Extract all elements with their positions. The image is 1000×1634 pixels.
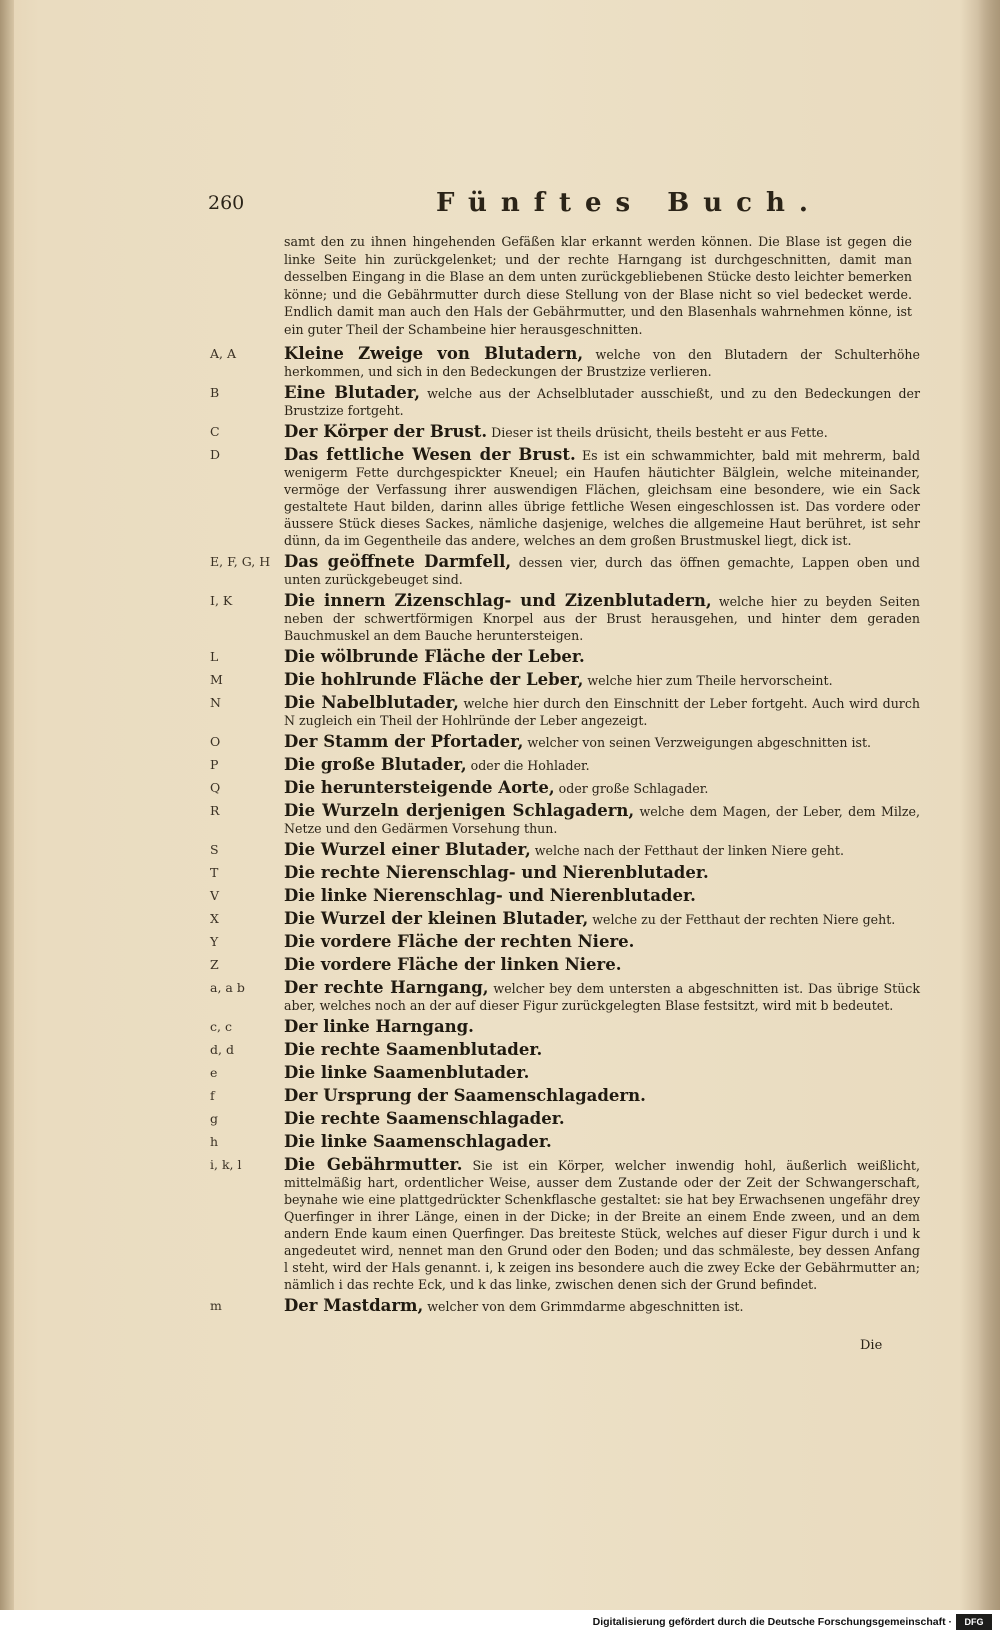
entry-marker: R — [210, 803, 220, 818]
legend-entry — [210, 1041, 920, 1059]
entry-marker: d, d — [210, 1042, 234, 1057]
entry-body — [284, 1110, 920, 1128]
entry-text: welche aus der Achselblutader ausschießt, und zu den Bedeckungen der Brustzize fortgeht. — [284, 386, 920, 418]
entry-term: Der rechte Harngang, — [284, 978, 489, 997]
entry-term: Kleine Zweige von Blutadern, — [284, 344, 584, 363]
entry-term: Die Gebährmutter. — [284, 1155, 463, 1174]
legend-entry — [210, 933, 920, 951]
entry-body — [284, 1064, 920, 1082]
entry-marker: S — [210, 842, 219, 857]
entry-body — [284, 841, 920, 859]
entry-body — [284, 779, 920, 797]
legend-entry — [210, 694, 920, 729]
legend-entries — [210, 345, 920, 1320]
entry-marker: N — [210, 695, 221, 710]
entry-body — [284, 648, 920, 666]
legend-entry — [210, 592, 920, 644]
entry-marker: C — [210, 424, 220, 439]
entry-marker: Z — [210, 957, 219, 972]
entry-marker: c, c — [210, 1019, 232, 1034]
entry-marker: i, k, l — [210, 1157, 242, 1172]
entry-text: welche dem Magen, der Leber, dem Milze, Netze und den Gedärmen Vorsehung thun. — [284, 804, 920, 836]
entry-marker: M — [210, 672, 223, 687]
entry-body — [284, 864, 920, 882]
entry-text: welche hier durch den Einschnitt der Leber fortgeht. Auch wird durch N zugleich ein Theil der Hohlründe der Leber angezeigt. — [284, 696, 920, 728]
entry-marker: g — [210, 1111, 219, 1126]
entry-text: welche hier zum Theile hervorscheint. — [583, 673, 833, 688]
legend-entry — [210, 1156, 920, 1293]
entry-text: Es ist ein schwammichter, bald mit mehrerm, bald wenigerm Fette durchgespickter Kneuel; ein Haufen häutichter Bälglein, welche miteinander, vermöge der Verfassung ihrer auswendigen Flächen, gleichsam eine besondere, wie ein Sack gestaltete Haut bilden, darinn alles übrige fettliche Wesen eingeschlossen ist. Das vordere oder äussere Stück dieses Sackes, nämliche dasjenige, welches die allgemeine Haut berühret, ist sehr dünn, da im Gegentheile das andere, welches an dem großen Brustmuskel liegt, dick ist. — [284, 448, 921, 548]
legend-entry — [210, 345, 920, 380]
entry-text: welcher von seinen Verzweigungen abgeschnitten ist. — [523, 735, 872, 750]
legend-entry — [210, 756, 920, 774]
entry-marker: Y — [210, 934, 219, 949]
entry-term: Das geöffnete Darmfell, — [284, 552, 512, 571]
entry-term: Die vordere Fläche der rechten Niere. — [284, 932, 635, 951]
entry-body — [284, 733, 920, 751]
entry-marker: O — [210, 734, 221, 749]
page-number: 260 — [208, 192, 245, 214]
entry-marker: I, K — [210, 593, 233, 608]
entry-body — [284, 671, 920, 689]
entry-marker: T — [210, 865, 219, 880]
entry-text: oder große Schlagader. — [554, 781, 709, 796]
footer-bar — [0, 1610, 1000, 1634]
entry-body — [284, 887, 920, 905]
page-edge-shadow — [978, 0, 1000, 1610]
entry-marker: e — [210, 1065, 218, 1080]
legend-entry — [210, 553, 920, 588]
entry-body — [284, 1156, 920, 1293]
entry-body — [284, 1297, 920, 1315]
legend-entry — [210, 1064, 920, 1082]
entry-term: Die hohlrunde Fläche der Leber, — [284, 670, 584, 689]
entry-marker: f — [210, 1088, 215, 1103]
funding-notice: Digitalisierung gefördert durch die Deutsche Forschungsgemeinschaft · — [592, 1616, 952, 1628]
entry-text: oder die Hohlader. — [466, 758, 590, 773]
entry-body — [284, 345, 920, 380]
entry-term: Die vordere Fläche der linken Niere. — [284, 955, 622, 974]
legend-entry — [210, 384, 920, 419]
legend-entry — [210, 1110, 920, 1128]
entry-text: welche hier zu beyden Seiten neben der schwertförmigen Knorpel aus der Brust herausgehen, und hinter dem geraden Bauchmuskel an dem Bauche heruntersteigen. — [284, 594, 920, 643]
legend-entry — [210, 648, 920, 666]
entry-marker: E, F, G, H — [210, 554, 271, 569]
entry-marker: A, A — [210, 346, 237, 361]
entry-term: Der linke Harngang. — [284, 1017, 474, 1036]
entry-marker: V — [210, 888, 220, 903]
entry-marker: X — [210, 911, 219, 926]
entry-term: Die Wurzel einer Blutader, — [284, 840, 531, 859]
entry-body — [284, 1041, 920, 1059]
entry-text: welche von den Blutadern der Schulterhöhe herkommen, und sich in den Bedeckungen der Brustzize verlieren. — [284, 347, 920, 379]
entry-body — [284, 756, 920, 774]
entry-term: Der Körper der Brust. — [284, 422, 488, 441]
entry-term: Der Ursprung der Saamenschlagadern. — [284, 1086, 646, 1105]
entry-body — [284, 910, 920, 928]
running-head: Fünftes Buch. — [436, 188, 822, 218]
entry-body — [284, 446, 920, 549]
entry-text: Sie ist ein Körper, welcher inwendig hohl, äußerlich weißlicht, mittelmäßig hart, ordentlicher Weise, ausser dem Zustande oder der Zeit der Schwangerschaft, beynahe wie eine plattgedrückter Schenkflasche gestaltet: sie hat bey Erwachsenen ungefähr drey Querfinger in ihrer Länge, einen in der Dicke; in der Breite an einem Ende zween, und an dem andern Ende kaum einen Querfinger. Das breiteste Stück, welches auf dieser Figur durch i und k angedeutet wird, nennet man den Grund oder den Boden; und das schmäleste, bey dessen Anfang l steht, wird der Hals genannt. i, k zeigen ins besondere auch die zwey Ecke der Gebährmutter an; nämlich i das rechte Eck, und k das linke, zwischen denen sich der Grund befindet. — [284, 1158, 920, 1292]
entry-term: Die Nabelblutader, — [284, 693, 459, 712]
entry-text: welche zu der Fetthaut der rechten Niere geht. — [588, 912, 896, 927]
entry-term: Das fettliche Wesen der Brust. — [284, 445, 576, 464]
legend-entry — [210, 841, 920, 859]
entry-term: Die wölbrunde Fläche der Leber. — [284, 647, 585, 666]
entry-marker: L — [210, 649, 219, 664]
entry-term: Eine Blutader, — [284, 383, 421, 402]
legend-entry — [210, 979, 920, 1014]
entry-body — [284, 933, 920, 951]
catchword: Die — [860, 1338, 883, 1353]
legend-entry — [210, 1297, 920, 1315]
entry-term: Der Stamm der Pfortader, — [284, 732, 524, 751]
legend-entry — [210, 1018, 920, 1036]
entry-body — [284, 956, 920, 974]
entry-term: Die linke Saamenblutader. — [284, 1063, 530, 1082]
legend-entry — [210, 956, 920, 974]
entry-text: welche nach der Fetthaut der linken Niere geht. — [530, 843, 844, 858]
legend-entry — [210, 423, 920, 441]
entry-body — [284, 1133, 920, 1151]
entry-text: dessen vier, durch das öffnen gemachte, Lappen oben und unten zurückgebeuget sind. — [284, 555, 920, 587]
entry-term: Die Wurzeln derjenigen Schlagadern, — [284, 801, 635, 820]
page-header — [208, 188, 908, 232]
entry-marker: P — [210, 757, 219, 772]
entry-term: Die linke Nierenschlag- und Nierenblutader. — [284, 886, 696, 905]
entry-term: Der Mastdarm, — [284, 1296, 424, 1315]
legend-entry — [210, 1087, 920, 1105]
legend-entry — [210, 733, 920, 751]
entry-marker: h — [210, 1134, 219, 1149]
entry-body — [284, 592, 920, 644]
entry-term: Die linke Saamenschlagader. — [284, 1132, 552, 1151]
entry-term: Die rechte Saamenblutader. — [284, 1040, 543, 1059]
entry-marker: a, a b — [210, 980, 245, 995]
entry-body — [284, 1018, 920, 1036]
entry-term: Die innern Zizenschlag- und Zizenblutadern, — [284, 591, 712, 610]
legend-entry — [210, 446, 920, 549]
entry-marker: D — [210, 447, 221, 462]
intro-paragraph: samt den zu ihnen hingehenden Gefäßen klar erkannt werden können. Die Blase ist gegen die linke Seite hin zurückgelenket; und der rechte Harngang ist durchgeschnitten, damit man desselben Eingang in die Blase an dem unten zurückgebliebenen Stücke desto leichter bemerken könne; und die Gebährmutter durch diese Stellung von der Blase nicht so viel bedecket werde. Endlich damit man auch den Hals der Gebährmutter, und den Blasenhals wahrnehmen könne, ist ein guter Theil der Schambeine hier herausgeschnitten. — [284, 234, 912, 337]
entry-body — [284, 1087, 920, 1105]
legend-entry — [210, 802, 920, 837]
entry-body — [284, 694, 920, 729]
legend-entry — [210, 864, 920, 882]
legend-entry — [210, 910, 920, 928]
entry-marker: Q — [210, 780, 221, 795]
book-spine-shadow — [0, 0, 14, 1610]
legend-entry — [210, 779, 920, 797]
dfg-logo: DFG — [956, 1614, 992, 1630]
legend-entry — [210, 671, 920, 689]
entry-text: welcher von dem Grimmdarme abgeschnitten ist. — [423, 1299, 744, 1314]
entry-body — [284, 979, 920, 1014]
entry-term: Die rechte Nierenschlag- und Nierenblutader. — [284, 863, 709, 882]
legend-entry — [210, 1133, 920, 1151]
entry-body — [284, 423, 920, 441]
entry-term: Die Wurzel der kleinen Blutader, — [284, 909, 589, 928]
entry-body — [284, 802, 920, 837]
entry-term: Die große Blutader, — [284, 755, 467, 774]
entry-marker: m — [210, 1298, 222, 1313]
entry-text: welcher bey dem untersten a abgeschnitten ist. Das übrige Stück aber, welches noch an der auf dieser Figur zurückgelegten Blase festsitzt, wird mit b bedeutet. — [284, 981, 920, 1013]
entry-term: Die heruntersteigende Aorte, — [284, 778, 555, 797]
entry-term: Die rechte Saamenschlagader. — [284, 1109, 565, 1128]
legend-entry — [210, 887, 920, 905]
entry-body — [284, 553, 920, 588]
entry-marker: B — [210, 385, 220, 400]
entry-body — [284, 384, 920, 419]
entry-text: Dieser ist theils drüsicht, theils besteht er aus Fette. — [487, 425, 828, 440]
